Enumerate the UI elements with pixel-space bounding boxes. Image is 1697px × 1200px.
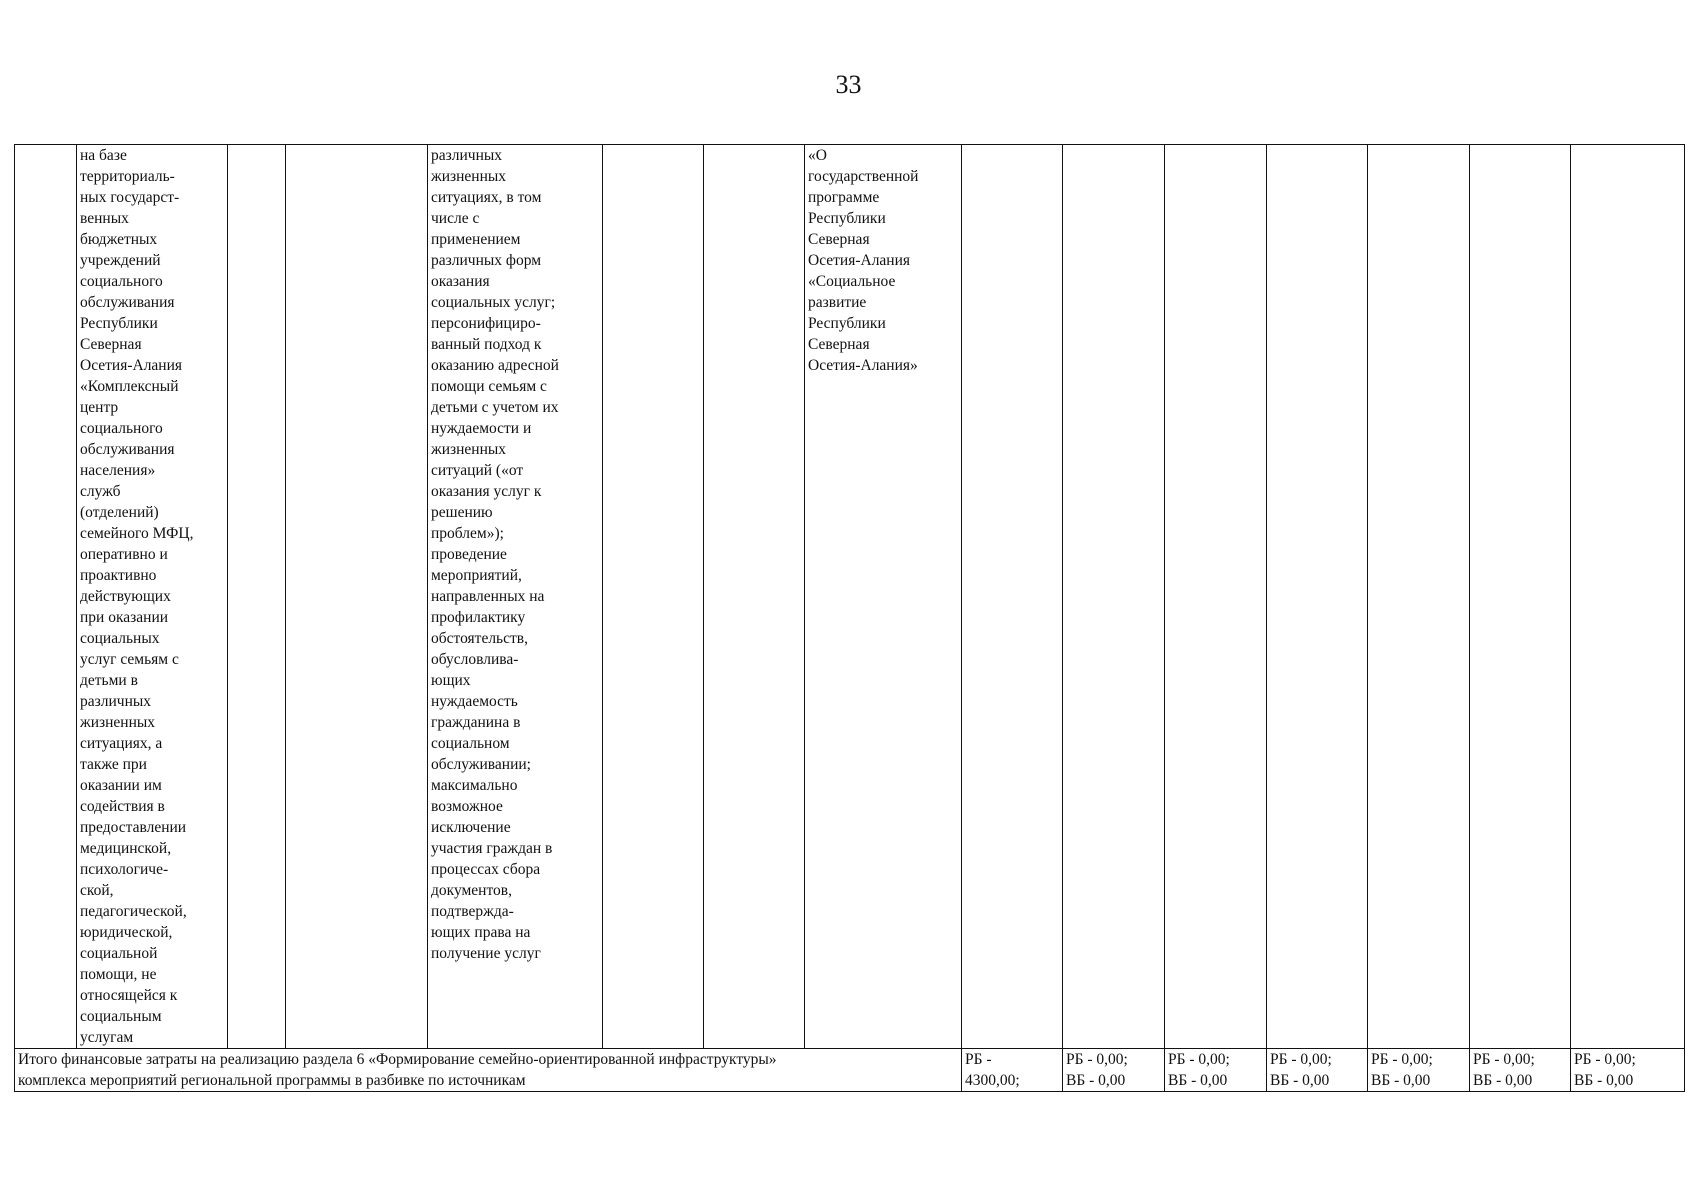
table-cell-empty bbox=[1470, 145, 1571, 1049]
text-line: Осетия-Алания bbox=[80, 357, 183, 374]
table-cell-empty bbox=[1571, 145, 1685, 1049]
funding-line: ВБ - 0,00 bbox=[1473, 1072, 1533, 1089]
text-line: услугам bbox=[80, 1029, 134, 1046]
funding-cell bbox=[962, 1049, 1063, 1092]
text-line: мероприятий, bbox=[431, 567, 522, 584]
text-line: социальном bbox=[431, 735, 510, 752]
text-line: обслуживании; bbox=[431, 756, 531, 773]
table-cell-empty bbox=[1368, 145, 1470, 1049]
text-line: помощи, не bbox=[80, 966, 157, 983]
text-line: исключение bbox=[431, 819, 511, 836]
funding-cell bbox=[1571, 1049, 1685, 1092]
text-line: относящейся к bbox=[80, 987, 178, 1004]
text-line: Республики bbox=[808, 210, 886, 227]
text-line: ситуациях, а bbox=[80, 735, 163, 752]
funding-line: ВБ - 0,00 bbox=[1066, 1072, 1126, 1089]
text-line: обслуживания bbox=[80, 441, 175, 458]
total-label-cell bbox=[15, 1049, 962, 1092]
funding-line: РБ - 0,00; bbox=[1168, 1051, 1230, 1068]
text-line: участия граждан в bbox=[431, 840, 553, 857]
table-cell-empty bbox=[962, 145, 1063, 1049]
text-line: Республики bbox=[808, 315, 886, 332]
page-number: 33 bbox=[835, 70, 862, 99]
text-line: Осетия-Алания» bbox=[808, 357, 918, 374]
text-line: проактивно bbox=[80, 567, 157, 584]
total-row bbox=[15, 1049, 1685, 1092]
text-line: населения» bbox=[80, 462, 156, 479]
text-line: помощи семьям с bbox=[431, 378, 547, 395]
funding-line: РБ - 0,00; bbox=[1371, 1051, 1433, 1068]
measure-description-lines bbox=[80, 145, 225, 1048]
text-line: юридической, bbox=[80, 924, 173, 941]
text-line: при оказании bbox=[80, 609, 169, 626]
total-label-line: комплекса мероприятий региональной программы в разбивке по источникам bbox=[18, 1072, 526, 1089]
text-line: детьми с учетом их bbox=[431, 399, 559, 416]
program-table bbox=[14, 144, 1685, 1092]
text-line: различных форм bbox=[431, 252, 542, 269]
expected-result-lines bbox=[431, 145, 600, 964]
text-line: ситуаций («от bbox=[431, 462, 524, 479]
text-line: жизненных bbox=[431, 168, 507, 185]
text-line: ных государст- bbox=[80, 189, 180, 206]
text-line: нуждаемость bbox=[431, 693, 518, 710]
text-line: медицинской, bbox=[80, 840, 172, 857]
funding-line: РБ - 0,00; bbox=[1066, 1051, 1128, 1068]
funding-line: 4300,00; bbox=[965, 1072, 1020, 1089]
text-line: проблем»); bbox=[431, 525, 504, 542]
text-line: Осетия-Алания bbox=[808, 252, 911, 269]
text-line: социальных услуг; bbox=[431, 294, 556, 311]
table-cell-program-reference bbox=[805, 145, 962, 1049]
funding-line: РБ - bbox=[965, 1051, 992, 1068]
table-cell-empty bbox=[15, 145, 77, 1049]
text-line: ющих bbox=[431, 672, 471, 689]
text-line: предоставлении bbox=[80, 819, 187, 836]
funding-cell bbox=[1063, 1049, 1165, 1092]
text-line: персонифициро- bbox=[431, 315, 541, 332]
text-line: направленных на bbox=[431, 588, 545, 605]
text-line: ванный подход к bbox=[431, 336, 542, 353]
text-line: жизненных bbox=[80, 714, 156, 731]
text-line: Северная bbox=[808, 336, 870, 353]
text-line: услуг семьям с bbox=[80, 651, 179, 668]
total-label-line: Итого финансовые затраты на реализацию раздела 6 «Формирование семейно-ориентированной инфраструктуры» bbox=[18, 1051, 777, 1068]
program-reference-lines bbox=[808, 145, 959, 376]
text-line: применением bbox=[431, 231, 521, 248]
funding-cell bbox=[1368, 1049, 1470, 1092]
text-line: территориаль- bbox=[80, 168, 175, 185]
text-line: венных bbox=[80, 210, 129, 227]
table-row bbox=[15, 145, 1685, 1049]
text-line: ющих права на bbox=[431, 924, 531, 941]
table-cell-empty bbox=[704, 145, 805, 1049]
text-line: гражданина в bbox=[431, 714, 521, 731]
text-line: Северная bbox=[80, 336, 142, 353]
text-line: оказанию адресной bbox=[431, 357, 559, 374]
text-line: служб bbox=[80, 483, 121, 500]
text-line: действующих bbox=[80, 588, 171, 605]
table-cell-empty bbox=[603, 145, 704, 1049]
text-line: подтвержда- bbox=[431, 903, 514, 920]
text-line: обусловлива- bbox=[431, 651, 519, 668]
text-line: получение услуг bbox=[431, 945, 541, 962]
text-line: профилактику bbox=[431, 609, 526, 626]
table-cell-measure-description bbox=[77, 145, 228, 1049]
text-line: также при bbox=[80, 756, 147, 773]
table-cell-empty bbox=[228, 145, 286, 1049]
text-line: социального bbox=[80, 420, 163, 437]
text-line: нуждаемости и bbox=[431, 420, 532, 437]
text-line: центр bbox=[80, 399, 119, 416]
text-line: ситуациях, в том bbox=[431, 189, 542, 206]
text-line: жизненных bbox=[431, 441, 507, 458]
funding-line: ВБ - 0,00 bbox=[1168, 1072, 1228, 1089]
text-line: (отделений) bbox=[80, 504, 159, 521]
funding-line: РБ - 0,00; bbox=[1574, 1051, 1636, 1068]
text-line: государственной bbox=[808, 168, 919, 185]
text-line: развитие bbox=[808, 294, 867, 311]
funding-line: РБ - 0,00; bbox=[1473, 1051, 1535, 1068]
text-line: решению bbox=[431, 504, 493, 521]
text-line: различных bbox=[80, 693, 152, 710]
text-line: обслуживания bbox=[80, 294, 175, 311]
funding-line: ВБ - 0,00 bbox=[1270, 1072, 1330, 1089]
table-cell-empty bbox=[1063, 145, 1165, 1049]
text-line: психологиче- bbox=[80, 861, 169, 878]
text-line: различных bbox=[431, 147, 503, 164]
text-line: на базе bbox=[80, 147, 127, 164]
table-cell-empty bbox=[286, 145, 428, 1049]
text-line: Республики bbox=[80, 315, 158, 332]
text-line: числе с bbox=[431, 210, 480, 227]
text-line: программе bbox=[808, 189, 880, 206]
funding-line: ВБ - 0,00 bbox=[1371, 1072, 1431, 1089]
text-line: оказании им bbox=[80, 777, 162, 794]
text-line: бюджетных bbox=[80, 231, 158, 248]
table-cell-expected-result bbox=[428, 145, 603, 1049]
funding-line: ВБ - 0,00 bbox=[1574, 1072, 1634, 1089]
text-line: социальных bbox=[80, 630, 160, 647]
text-line: социальным bbox=[80, 1008, 162, 1025]
text-line: детьми в bbox=[80, 672, 138, 689]
funding-cell bbox=[1165, 1049, 1267, 1092]
text-line: документов, bbox=[431, 882, 512, 899]
text-line: «Комплексный bbox=[80, 378, 179, 395]
text-line: «О bbox=[808, 147, 827, 164]
text-line: процессах сбора bbox=[431, 861, 541, 878]
text-line: учреждений bbox=[80, 252, 161, 269]
funding-line: РБ - 0,00; bbox=[1270, 1051, 1332, 1068]
text-line: социальной bbox=[80, 945, 158, 962]
table-cell-empty bbox=[1165, 145, 1267, 1049]
text-line: обстоятельств, bbox=[431, 630, 528, 647]
text-line: максимально bbox=[431, 777, 518, 794]
text-line: педагогической, bbox=[80, 903, 187, 920]
text-line: «Социальное bbox=[808, 273, 896, 290]
text-line: содействия в bbox=[80, 798, 165, 815]
text-line: социального bbox=[80, 273, 163, 290]
text-line: семейного МФЦ, bbox=[80, 525, 194, 542]
funding-cell bbox=[1267, 1049, 1368, 1092]
text-line: проведение bbox=[431, 546, 507, 563]
text-line: оказания bbox=[431, 273, 490, 290]
text-line: оперативно и bbox=[80, 546, 168, 563]
funding-cell bbox=[1470, 1049, 1571, 1092]
text-line: возможное bbox=[431, 798, 503, 815]
text-line: ской, bbox=[80, 882, 114, 899]
text-line: оказания услуг к bbox=[431, 483, 542, 500]
table-cell-empty bbox=[1267, 145, 1368, 1049]
text-line: Северная bbox=[808, 231, 870, 248]
